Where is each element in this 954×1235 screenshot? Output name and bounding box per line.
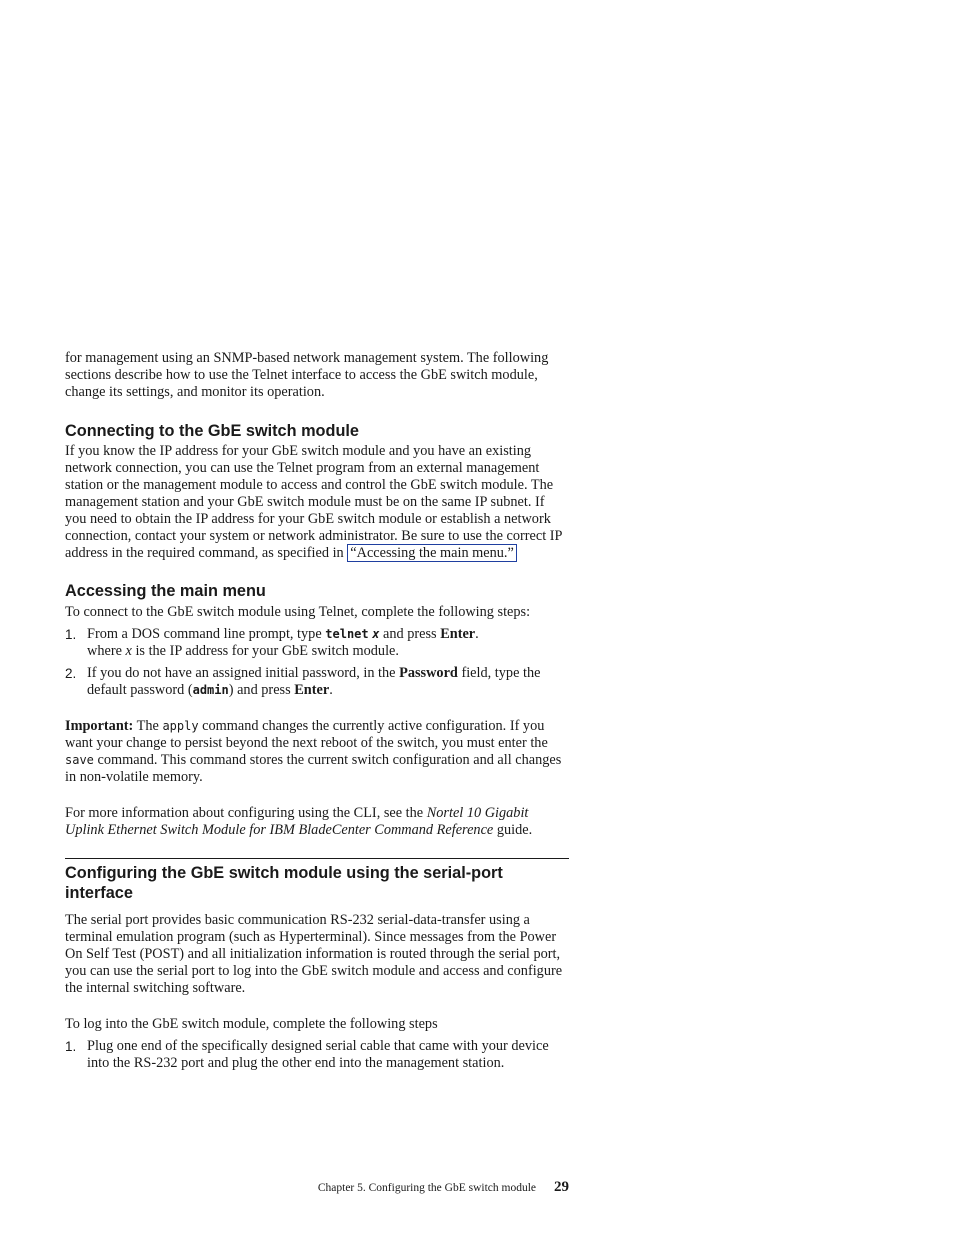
admin-password: admin	[192, 683, 229, 697]
password-field-name: Password	[399, 665, 458, 681]
serial-steps	[65, 1038, 569, 1072]
save-command: save	[65, 753, 94, 767]
more-info-paragraph	[65, 805, 569, 839]
step-number: 1.	[65, 627, 77, 642]
login-intro: To log into the GbE switch module, complete the following steps	[65, 1016, 438, 1032]
step-text: If you do not have an assigned initial password, in the	[87, 665, 396, 681]
telnet-steps	[65, 626, 569, 699]
step-text: .	[329, 682, 333, 698]
list-item	[65, 665, 569, 699]
step-text: and press	[383, 626, 437, 642]
connecting-paragraph	[65, 443, 569, 562]
important-label: Important:	[65, 718, 134, 734]
list-item	[65, 626, 569, 660]
enter-key: Enter	[294, 682, 330, 698]
heading-connecting: Connecting to the GbE switch module	[65, 422, 359, 440]
step-text: Plug one end of the specifically designed serial cable that came with your device into the RS-232 port and plug the other end into the management station.	[87, 1038, 549, 1071]
heading-serial: Configuring the GbE switch module using the serial-port interface	[65, 864, 503, 902]
serial-paragraph: The serial port provides basic communication RS-232 serial-data-transfer using a terminal emulation program (such as Hyperterminal). Since messages from the Power On Self Test (POST) and all initialization information is routed through the serial port, you can use the serial port to log into the GbE switch module and access and configure the internal switching software.	[65, 912, 563, 996]
intro-paragraph: for management using an SNMP-based network management system. The following sections describe how to use the Telnet interface to access the GbE switch module, change its settings, and monitor its operation.	[65, 350, 549, 400]
page-footer	[0, 1178, 569, 1196]
step-text: field, type the default password (	[87, 665, 541, 698]
section-divider	[65, 858, 569, 859]
note-text: command changes the currently active configuration. If you want your change to persist beyond the next reboot of the switch, you must enter the	[65, 718, 548, 751]
page-number: 29	[554, 1179, 569, 1195]
apply-command: apply	[162, 719, 199, 733]
heading-accessing: Accessing the main menu	[65, 582, 266, 600]
step-text: where	[87, 643, 122, 659]
note-text: command. This command stores the current switch configuration and all changes in non-volatile memory.	[65, 752, 562, 785]
enter-key: Enter	[440, 626, 476, 642]
step-number: 2.	[65, 666, 77, 681]
step-text: is the IP address for your GbE switch module.	[135, 643, 399, 659]
more-info-text: For more information about configuring using the CLI, see the	[65, 805, 424, 821]
accessing-main-menu-link[interactable]: “Accessing the main menu.”	[347, 544, 517, 562]
list-item	[65, 1038, 569, 1072]
command-reference-title: Nortel 10 Gigabit Uplink Ethernet Switch Module for IBM BladeCenter Command Reference	[65, 805, 529, 838]
telnet-command: telnet	[325, 627, 369, 641]
step-text: .	[475, 626, 479, 642]
connecting-body: If you know the IP address for your GbE switch module and you have an existing network connection, you can use the Telnet program from an external management station or the management module to access and control the GbE switch module. The management station and your GbE switch module must be on the same IP subnet. If you need to obtain the IP address for your GbE switch module or establish a network connection, contact your system or network administrator. Be sure to use the correct IP address in the required command, as specified in	[65, 443, 562, 561]
step-text: From a DOS command line prompt, type	[87, 626, 322, 642]
ip-variable: x	[125, 643, 132, 659]
ip-variable: x	[372, 627, 380, 641]
step-text: ) and press	[228, 682, 291, 698]
page-content	[65, 350, 569, 1072]
step-number: 1.	[65, 1039, 77, 1054]
more-info-text: guide.	[496, 822, 533, 838]
chapter-title: Chapter 5. Configuring the GbE switch module	[317, 1182, 536, 1194]
accessing-intro: To connect to the GbE switch module using Telnet, complete the following steps:	[65, 604, 531, 620]
note-text: The	[136, 718, 159, 734]
important-note	[65, 718, 569, 786]
